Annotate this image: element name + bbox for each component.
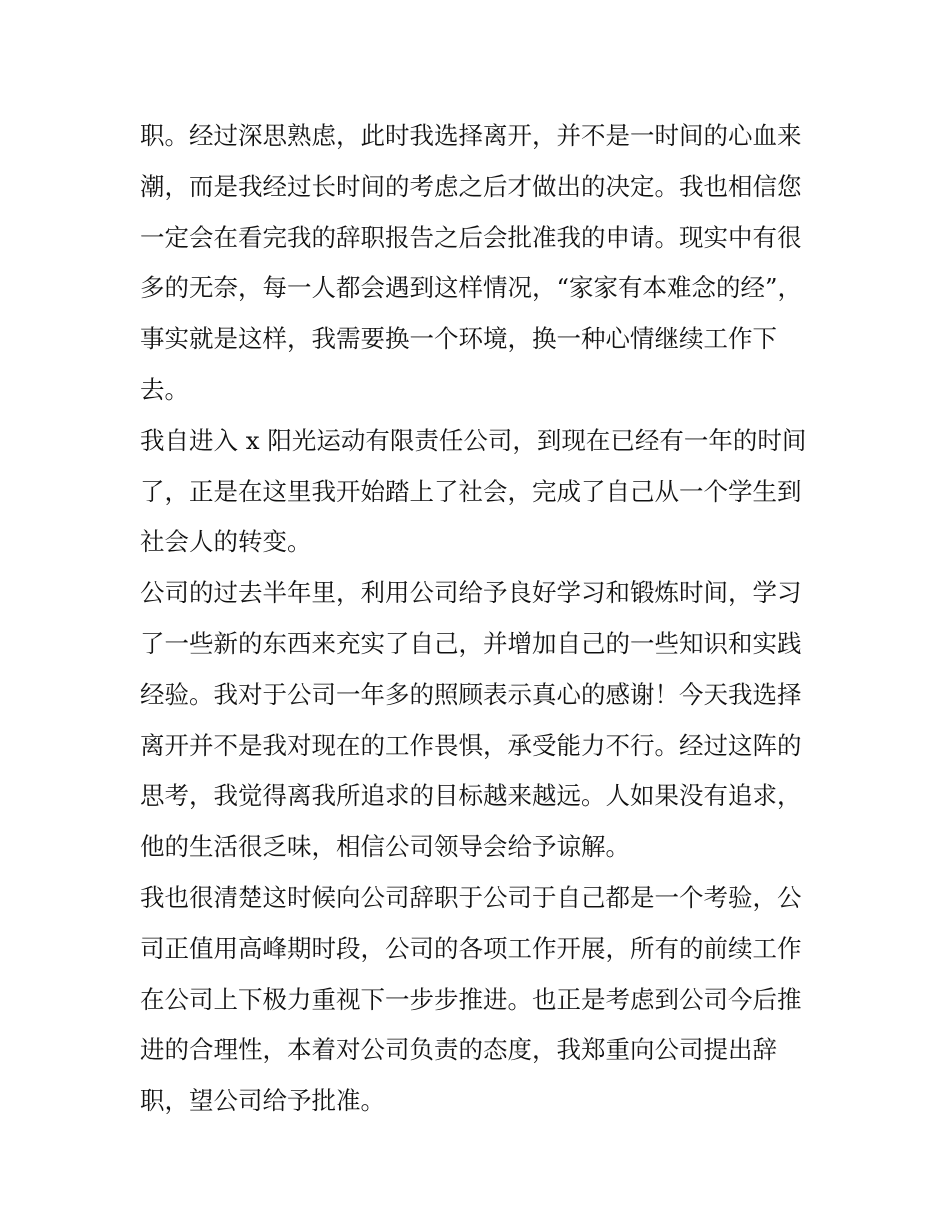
text-line: 我也很清楚这时候向公司辞职于公司于自己都是一个考验，公 <box>140 882 802 912</box>
text-line: 了一些新的东西来充实了自己，并增加自己的一些知识和实践 <box>140 628 802 658</box>
text-line: 司正值用高峰期时段，公司的各项工作开展，所有的前续工作 <box>140 933 802 963</box>
text-line: 离开并不是我对现在的工作畏惧，承受能力不行。经过这阵的 <box>140 730 802 760</box>
text-line: 在公司上下极力重视下一步步推进。也正是考虑到公司今后推 <box>140 984 802 1014</box>
text-line: 潮，而是我经过长时间的考虑之后才做出的决定。我也相信您 <box>140 171 802 201</box>
text-line: 我自进入 x 阳光运动有限责任公司，到现在已经有一年的时间 <box>140 425 807 455</box>
text-line: 公司的过去半年里，利用公司给予良好学习和锻炼时间，学习 <box>140 578 802 608</box>
text-line: 社会人的转变。 <box>140 527 312 557</box>
document-body <box>140 111 820 1127</box>
text-line: 多的无奈，每一人都会遇到这样情况，“家家有本难念的经”， <box>140 273 803 303</box>
text-line: 了，正是在这里我开始踏上了社会，完成了自己从一个学生到 <box>140 476 802 506</box>
text-line: 一定会在看完我的辞职报告之后会批准我的申请。现实中有很 <box>140 222 802 252</box>
text-line: 经验。我对于公司一年多的照顾表示真心的感谢！今天我选择 <box>140 679 802 709</box>
text-line: 去。 <box>140 374 189 404</box>
text-line: 进的合理性，本着对公司负责的态度，我郑重向公司提出辞 <box>140 1035 777 1065</box>
text-line: 事实就是这样，我需要换一个环境，换一种心情继续工作下 <box>140 324 777 354</box>
text-line: 职，望公司给予批准。 <box>140 1086 385 1116</box>
text-line: 职。经过深思熟虑，此时我选择离开，并不是一时间的心血来 <box>140 121 802 150</box>
text-line: 他的生活很乏味，相信公司领导会给予谅解。 <box>140 832 630 862</box>
text-line: 思考，我觉得离我所追求的目标越来越远。人如果没有追求， <box>140 781 802 811</box>
